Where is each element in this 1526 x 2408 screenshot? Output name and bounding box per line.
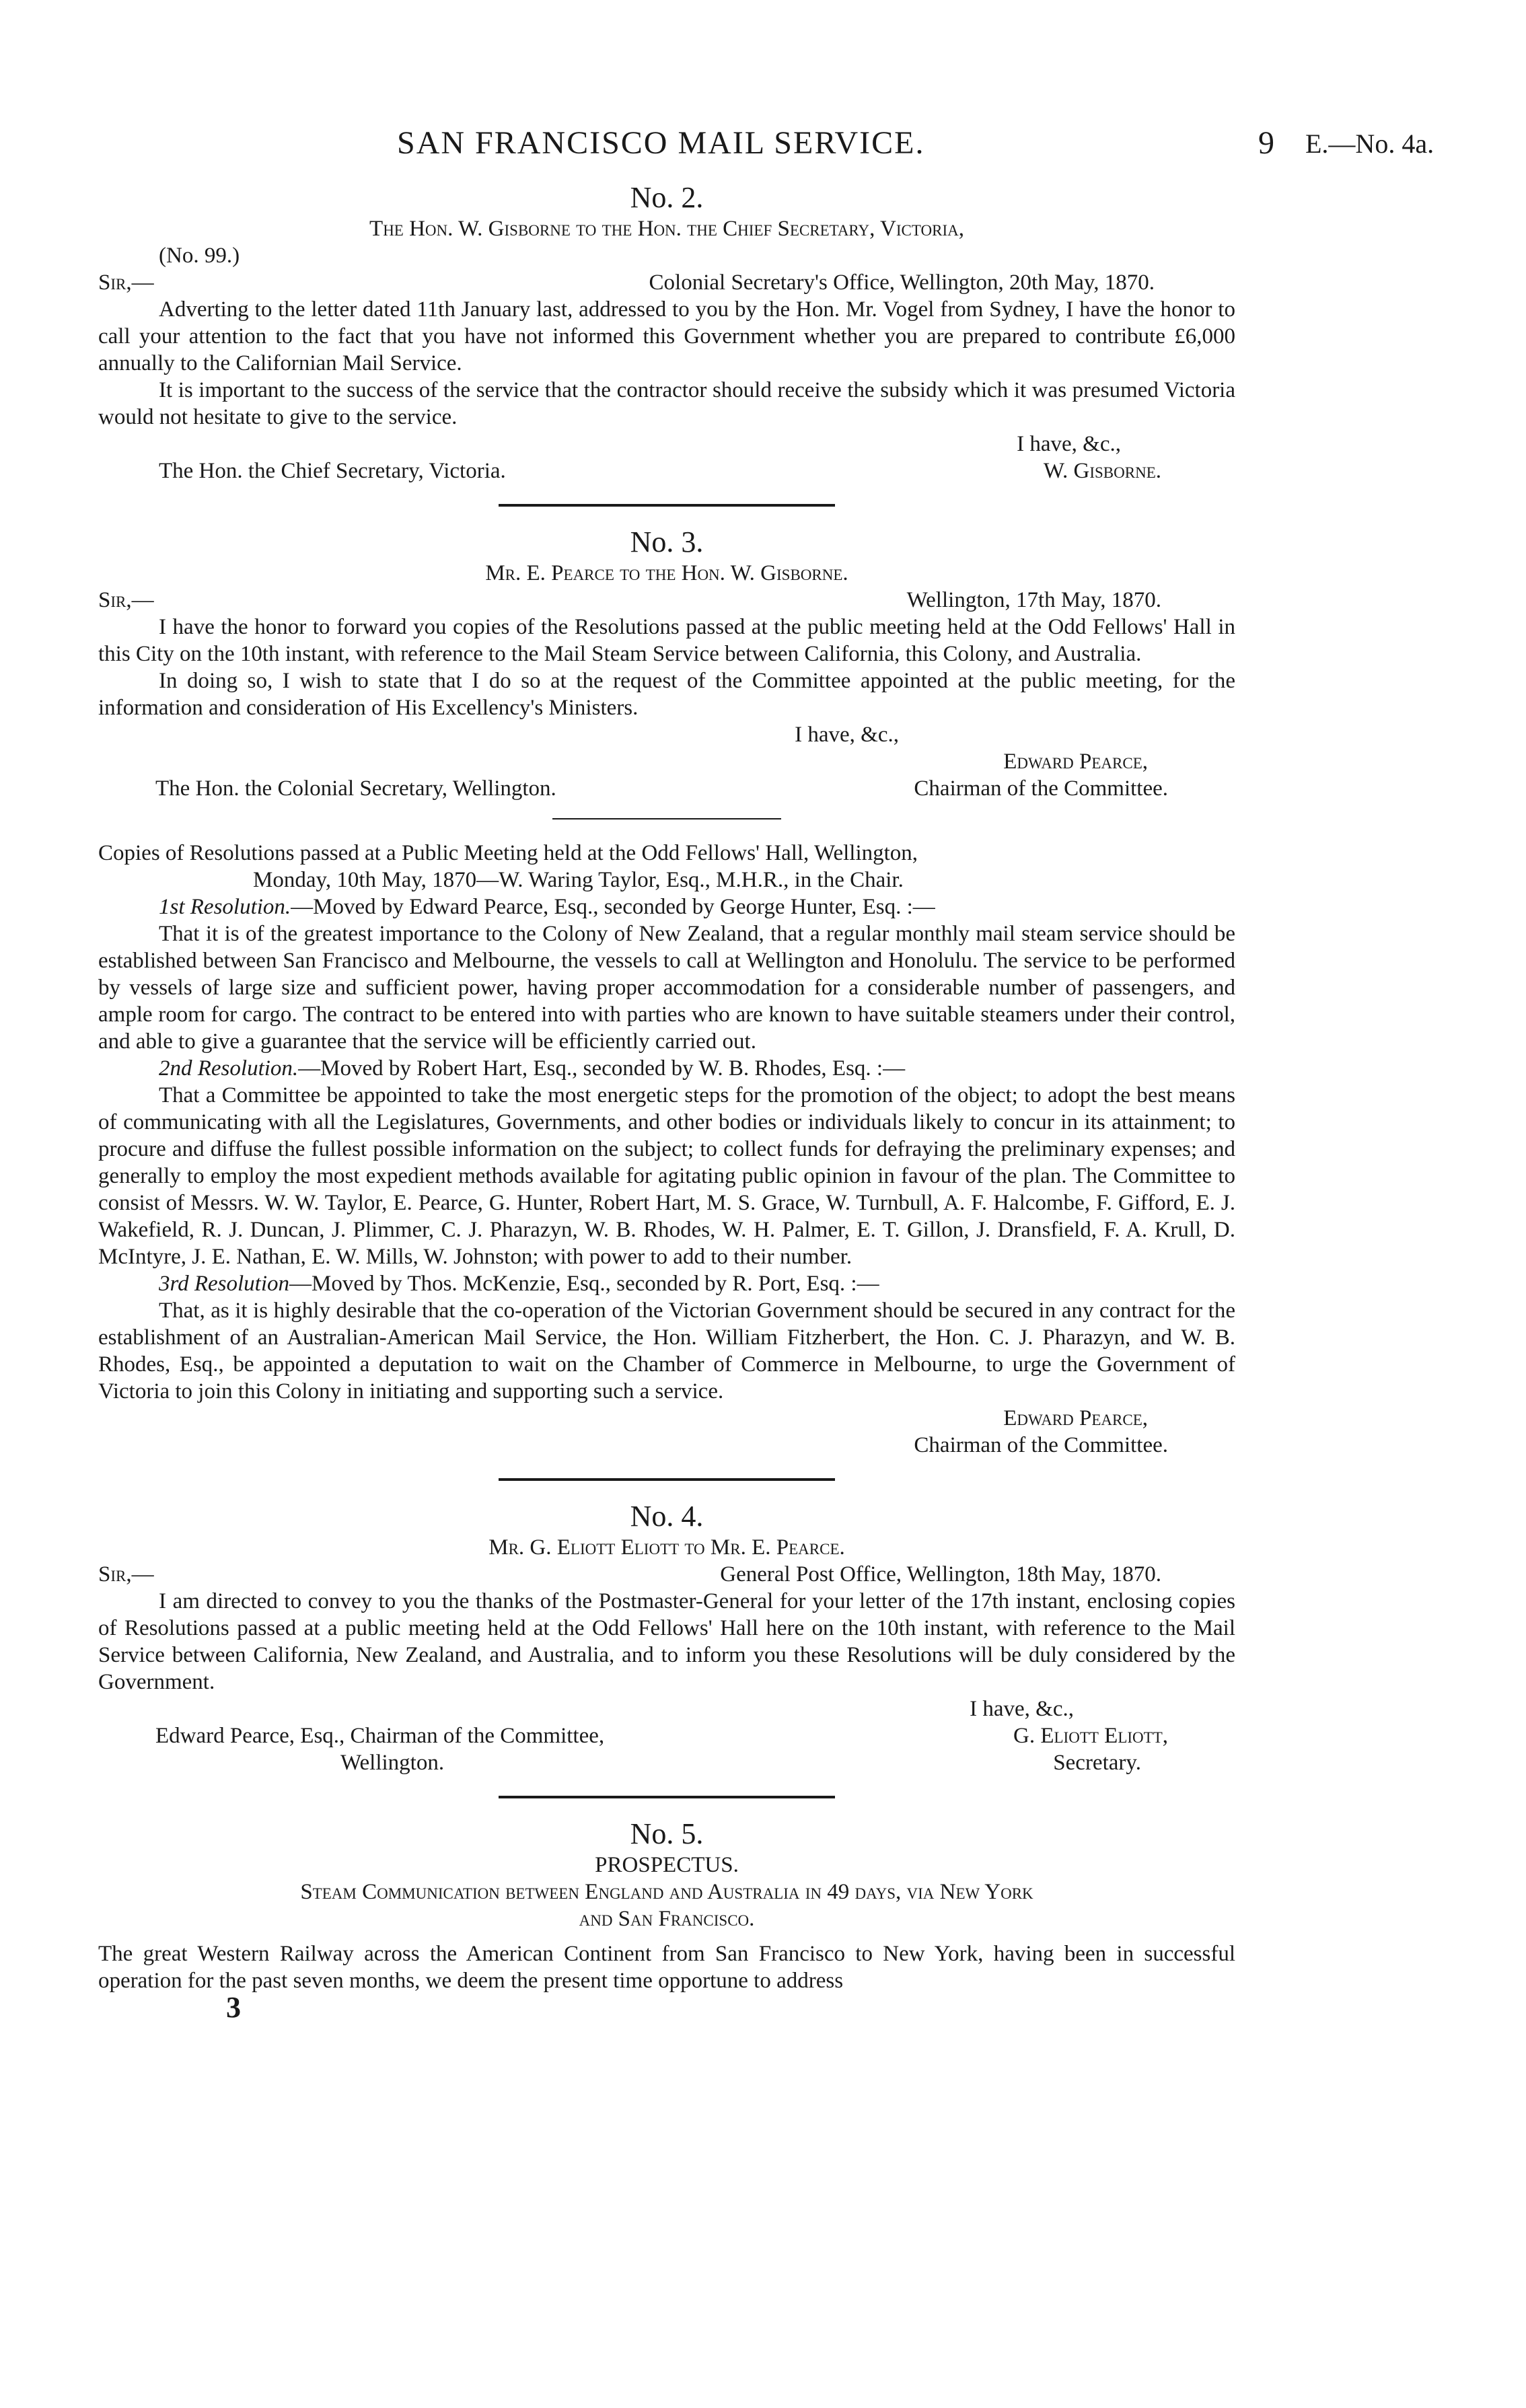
- section-divider: [499, 1477, 835, 1482]
- signature: W. Gisborne.: [1043, 459, 1161, 483]
- closing: I have, &c.,: [1017, 432, 1121, 456]
- page-number: 9: [1258, 125, 1274, 161]
- letter-number: No. 3.: [630, 525, 704, 558]
- resolution-text: That a Committee be appointed to take the most energetic steps for the promotion of the object; to adopt the best means of communicating with all the Legislatures, Governments, and other bodies or individuals likely to concur in its attainment; to procure and diffuse the fullest possible information on the subject; to collect funds for defraying the preliminary expenses; and generally to employ the most expedient methods available for agitating public opinion in favour of the plan. The Committee to consist of Messrs. W. W. Taylor, E. Pearce, G. Hunter, Robert Hart, M. S. Grace, W. Turnbull, A. F. Halcombe, F. Gifford, E. J. Wakefield, R. J. Duncan, J. Plimmer, C. J. Pharazyn, W. B. Rhodes, W. H. Palmer, E. T. Gillon, J. Dransfield, F. A. Krull, D. McIntyre, J. E. Nathan, E. W. Mills, W. Johnston; with power to add to their number.: [98, 1083, 1235, 1269]
- resolution-mover: [98, 893, 1235, 920]
- addressee: The Hon. the Chief Secretary, Victoria.: [159, 459, 506, 483]
- prospectus-subtitle-continued: and San Francisco.: [579, 1907, 755, 1931]
- addressee: Edward Pearce, Esq., Chairman of the Committee,: [155, 1724, 605, 1748]
- letter-no-4: [98, 1499, 1235, 1776]
- letter-reference: (No. 99.): [159, 244, 240, 268]
- addressee: The Hon. the Colonial Secretary, Wellington.: [155, 776, 556, 801]
- letter-subtitle: The Hon. W. Gisborne to the Hon. the Chief Secretary, Victoria,: [369, 217, 964, 241]
- salutation: Sir,—: [98, 1562, 154, 1586]
- signature-title: Chairman of the Committee.: [914, 776, 1168, 801]
- section-divider: [499, 1795, 835, 1799]
- resolution-mover: [98, 1270, 1235, 1297]
- signature: Edward Pearce,: [1003, 750, 1148, 774]
- resolutions-heading-continued: Monday, 10th May, 1870—W. Waring Taylor, Esq., M.H.R., in the Chair.: [253, 868, 904, 892]
- resolution-mover-text: —Moved by Thos. McKenzie, Esq., seconded by R. Port, Esq. :—: [289, 1272, 879, 1296]
- letter-no-3: [98, 525, 1235, 802]
- place-date: General Post Office, Wellington, 18th May, 1870.: [720, 1562, 1161, 1586]
- signature: Edward Pearce,: [1003, 1406, 1148, 1430]
- place-date: Colonial Secretary's Office, Wellington, 20th May, 1870.: [649, 270, 1155, 295]
- prospectus-no-5: [98, 1817, 1235, 1994]
- salutation-row: [98, 1561, 1235, 1588]
- document-body: [98, 176, 1235, 2024]
- prospectus-subtitle: Steam Communication between England and Australia in 49 days, via New York: [300, 1880, 1033, 1904]
- running-header-title: SAN FRANCISCO MAIL SERVICE.: [397, 125, 925, 161]
- signature: G. Eliott Eliott,: [1013, 1724, 1168, 1748]
- paragraph: Adverting to the letter dated 11th January last, addressed to you by the Hon. Mr. Vogel from Sydney, I have the honor to call your attention to the fact that you have not informed this Government whether you are prepared to contribute £6,000 annually to the Californian Mail Service.: [98, 297, 1235, 375]
- document-number: No. 5.: [630, 1817, 704, 1850]
- signature-mark: 3: [226, 1991, 241, 2024]
- paragraph: The great Western Railway across the American Continent from San Francisco to New York, having been in successful operation for the past seven months, we deem the present time opportune to address: [98, 1942, 1235, 1993]
- resolution-mover-text: —Moved by Robert Hart, Esq., seconded by W. B. Rhodes, Esq. :—: [298, 1056, 906, 1081]
- paragraph: In doing so, I wish to state that I do so at the request of the Committee appointed at the public meeting, for the information and consideration of His Excellency's Ministers.: [98, 669, 1235, 720]
- closing: I have, &c.,: [970, 1697, 1074, 1721]
- signature-row: [98, 1749, 1235, 1776]
- place-date: Wellington, 17th May, 1870.: [906, 588, 1161, 612]
- letter-number: No. 2.: [630, 181, 704, 214]
- section-divider: [552, 818, 781, 819]
- addressee-continued: Wellington.: [340, 1751, 445, 1775]
- prospectus-title: PROSPECTUS.: [595, 1853, 739, 1877]
- resolution-mover-text: —Moved by Edward Pearce, Esq., seconded by George Hunter, Esq. :—: [291, 895, 935, 919]
- resolution-mover: [98, 1055, 1235, 1082]
- signature-row: [98, 458, 1235, 484]
- resolution-text: That it is of the greatest importance to the Colony of New Zealand, that a regular monthly mail steam service should be established between San Francisco and Melbourne, the vessels to call at Wellington and Honolulu. The service to be performed by vessels of large size and sufficient power, having proper accommodation for a considerable number of passengers, and ample room for cargo. The contract to be entered into with parties who are known to have suitable steamers under their control, and able to give a guarantee that the service will be efficiently carried out.: [98, 922, 1235, 1054]
- salutation-row: [98, 269, 1235, 296]
- resolutions: [98, 840, 1235, 1459]
- signature-row: [98, 775, 1235, 802]
- resolution-label: 3rd Resolution: [159, 1272, 290, 1296]
- resolution-label: 1st Resolution.: [159, 895, 291, 919]
- resolution-label: 2nd Resolution.: [159, 1056, 299, 1081]
- letter-number: No. 4.: [630, 1500, 704, 1533]
- closing: I have, &c.,: [795, 723, 899, 747]
- document-reference: E.—No. 4a.: [1305, 129, 1434, 159]
- resolution-text: That, as it is highly desirable that the co-operation of the Victorian Government should be secured in any contract for the establishment of an Australian-American Mail Service, the Hon. William Fitzherbert, the Hon. C. J. Pharazyn, and W. B. Rhodes, Esq., be appointed a deputation to wait on the Chamber of Commerce in Melbourne, to urge the Government of Victoria to join this Colony in initiating and supporting such a service.: [98, 1299, 1235, 1403]
- signature-title: Chairman of the Committee.: [914, 1433, 1168, 1457]
- paragraph: I have the honor to forward you copies of the Resolutions passed at the public meeting held at the Odd Fellows' Hall in this City on the 10th instant, with reference to the Mail Steam Service between California, this Colony, and Australia.: [98, 615, 1235, 666]
- paragraph: It is important to the success of the service that the contractor should receive the subsidy which it was presumed Victoria would not hesitate to give to the service.: [98, 378, 1235, 429]
- salutation: Sir,—: [98, 588, 154, 612]
- signature-row: [98, 1722, 1235, 1749]
- salutation-row: [98, 587, 1235, 614]
- paragraph: I am directed to convey to you the thanks of the Postmaster-General for your letter of the 17th instant, enclosing copies of Resolutions passed at a public meeting held at the Odd Fellows' Hall here on the 10th instant, with reference to the Mail Service between California, New Zealand, and Australia, and to inform you these Resolutions will be duly considered by the Government.: [98, 1589, 1235, 1694]
- resolutions-heading: Copies of Resolutions passed at a Public Meeting held at the Odd Fellows' Hall, Wellington,: [98, 841, 918, 865]
- letter-subtitle: Mr. G. Eliott Eliott to Mr. E. Pearce.: [488, 1535, 845, 1560]
- salutation: Sir,—: [98, 270, 154, 295]
- signature-title: Secretary.: [1053, 1751, 1141, 1775]
- section-divider: [499, 503, 835, 507]
- letter-subtitle: Mr. E. Pearce to the Hon. W. Gisborne.: [485, 561, 848, 585]
- letter-no-2: [98, 180, 1235, 484]
